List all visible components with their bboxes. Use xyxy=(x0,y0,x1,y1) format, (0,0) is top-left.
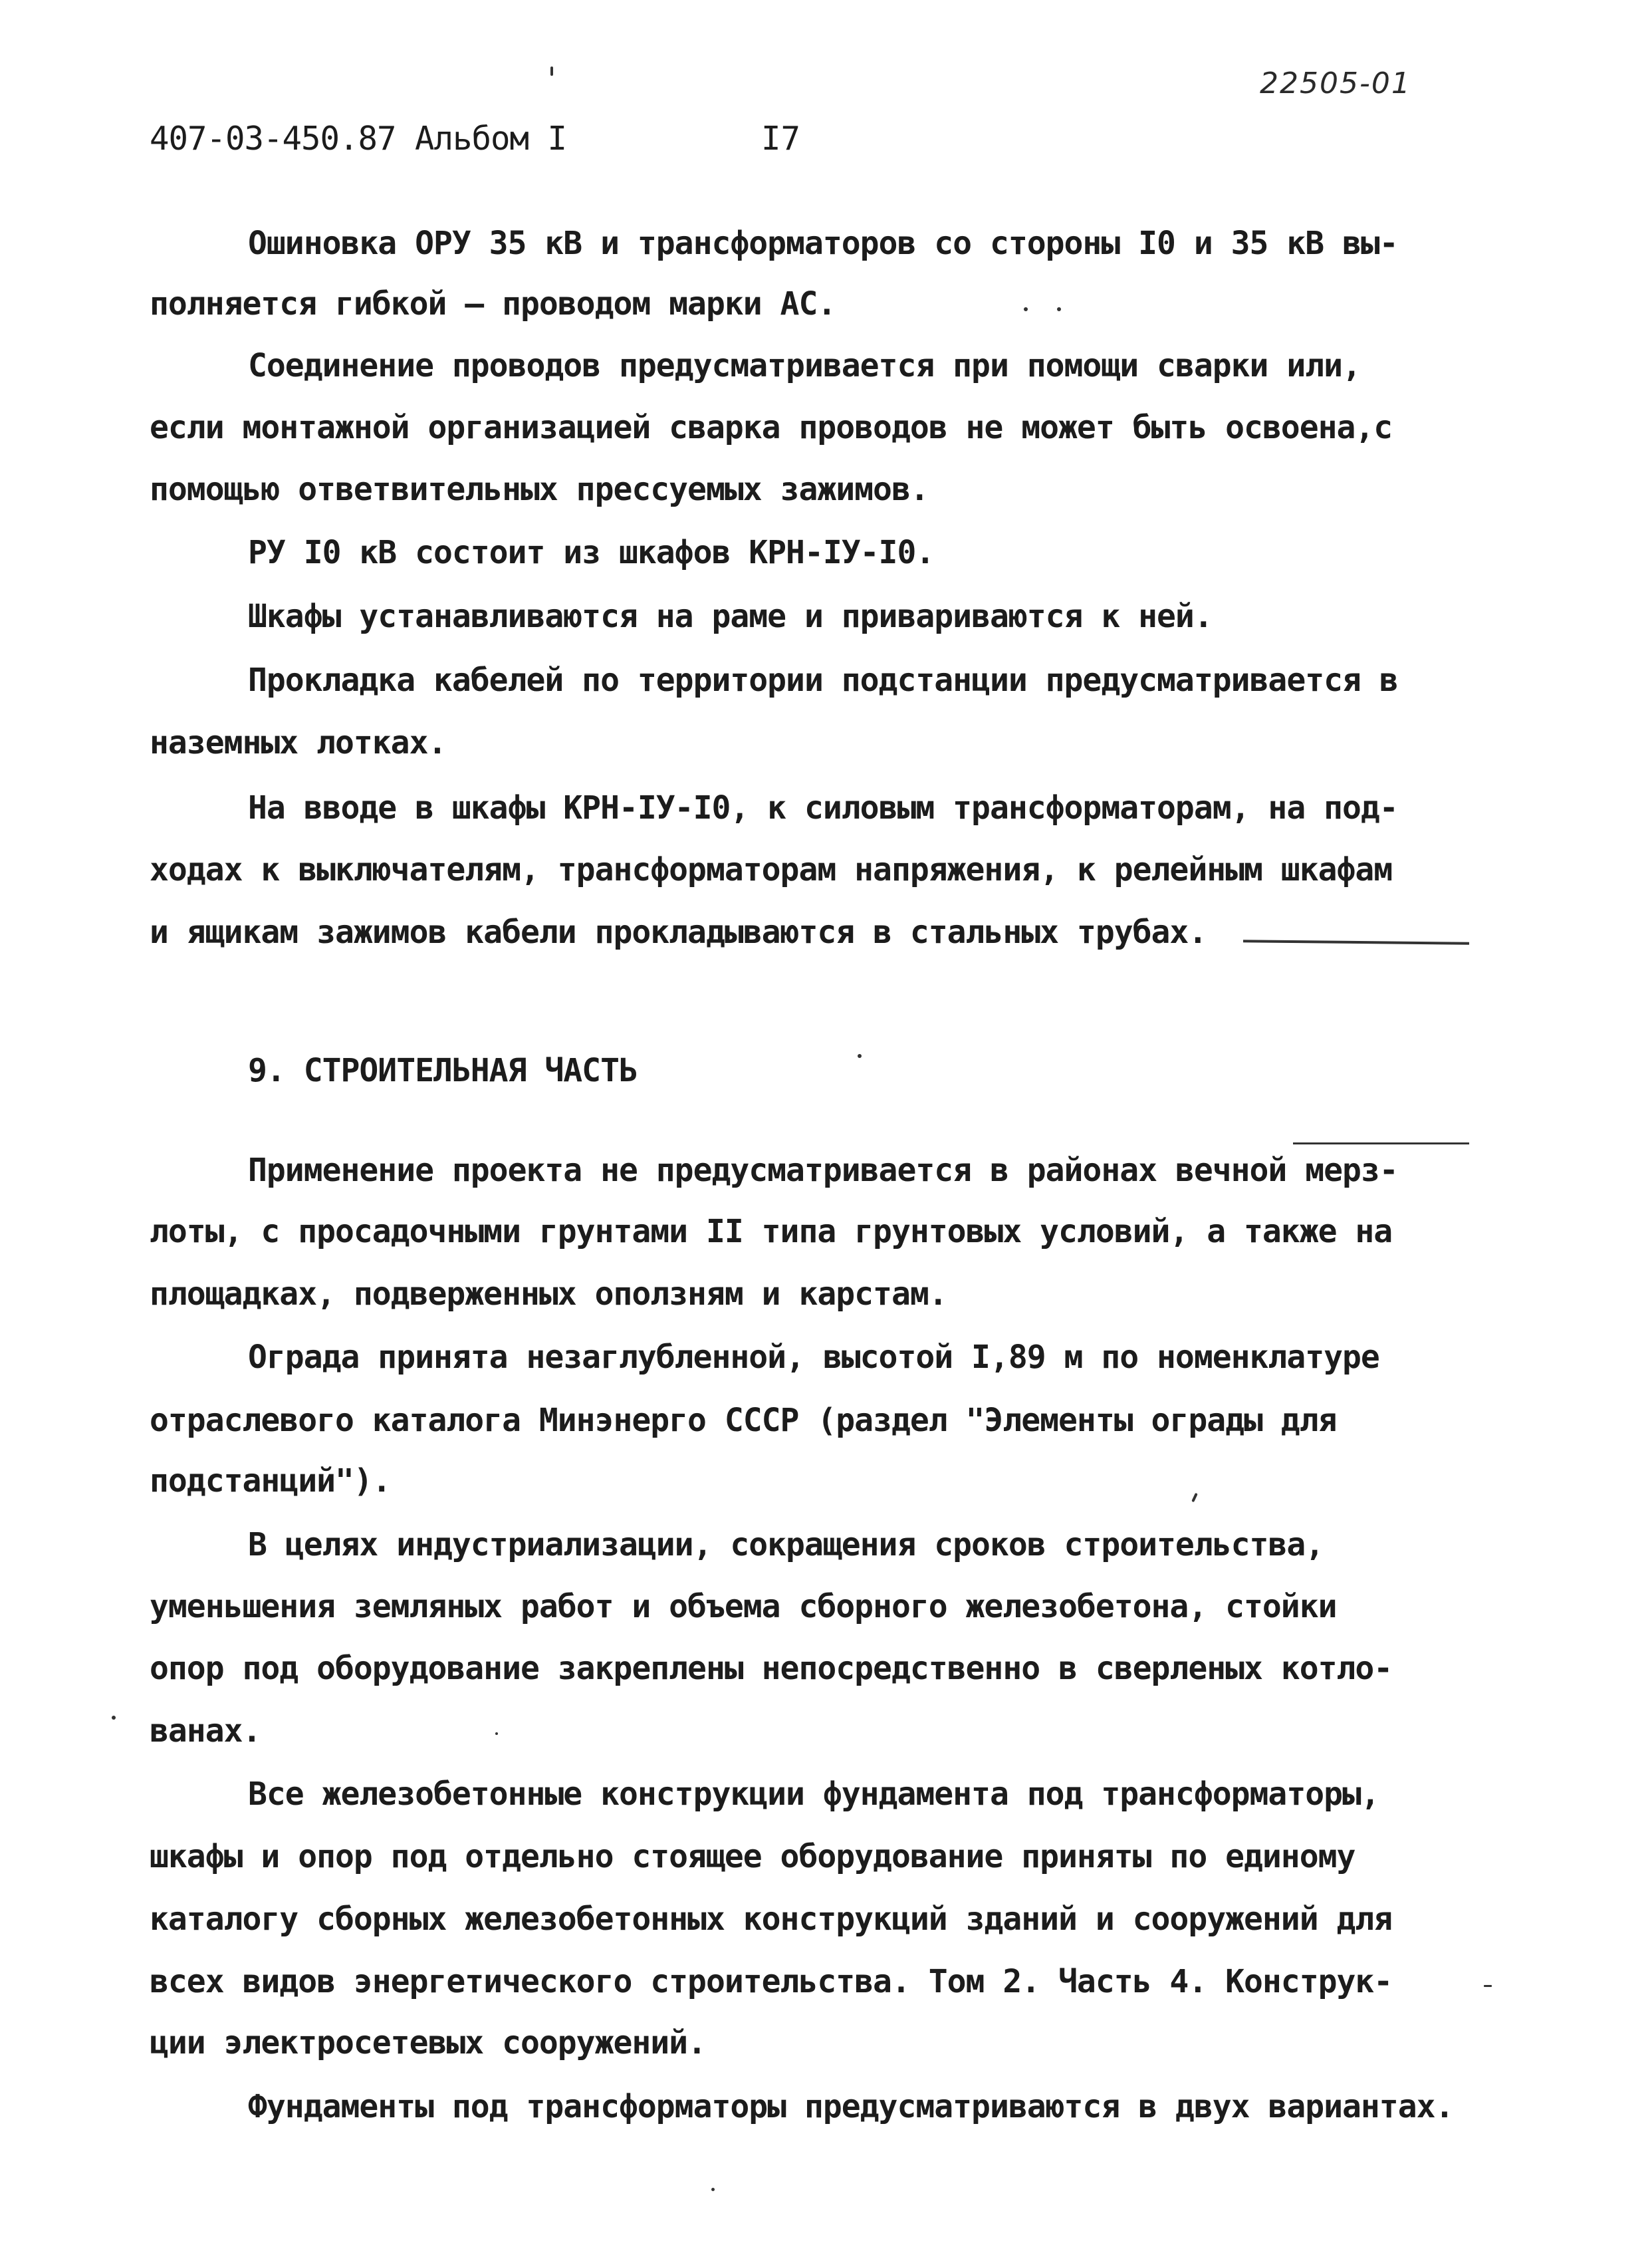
text-line: подстанций"). xyxy=(150,1462,391,1500)
scan-speck xyxy=(1191,1493,1198,1502)
text-line: шкафы и опор под отдельно стоящее оборудование приняты по единому xyxy=(150,1838,1356,1875)
text-line: отраслевого каталога Минэнерго СССР (раздел "Элементы ограды для xyxy=(150,1402,1337,1439)
scan-speck xyxy=(550,66,553,76)
text-line: ции электросетевых сооружений. xyxy=(150,2024,706,2061)
text-line: Прокладка кабелей по территории подстанции предусматривается в xyxy=(248,662,1398,699)
text-line: площадках, подверженных оползням и карстам. xyxy=(150,1275,947,1313)
scan-speck xyxy=(858,1054,862,1058)
text-line: Соединение проводов предусматривается при помощи сварки или, xyxy=(248,347,1361,384)
scan-speck xyxy=(711,2188,715,2191)
text-line: лоты, с просадочными грунтами II типа грунтовых условий, а также на xyxy=(150,1213,1393,1250)
text-line: ванах. xyxy=(150,1712,261,1750)
text-line: В целях индустриализации, сокращения сроков строительства, xyxy=(248,1526,1324,1563)
archive-number: 22505-01 xyxy=(1260,66,1411,100)
text-line: наземных лотках. xyxy=(150,724,447,761)
document-code: 407-03-450.87 Альбом I xyxy=(150,120,567,158)
section-heading: 9. СТРОИТЕЛЬНАЯ ЧАСТЬ xyxy=(248,1052,638,1089)
scan-speck xyxy=(1057,307,1061,311)
scan-speck xyxy=(112,1716,116,1720)
page-number: I7 xyxy=(761,120,801,158)
text-line: если монтажной организацией сварка проводов не может быть освоена,с xyxy=(150,409,1393,446)
scan-speck xyxy=(1484,1985,1492,1987)
text-line: Применение проекта не предусматривается в районах вечной мерз- xyxy=(248,1152,1398,1189)
text-line: опор под оборудование закреплены непосредственно в сверленых котло- xyxy=(150,1650,1393,1687)
text-line: Ошиновка ОРУ 35 кВ и трансформаторов со стороны I0 и 35 кВ вы- xyxy=(248,225,1398,262)
text-line: ходах к выключателям, трансформаторам напряжения, к релейным шкафам xyxy=(150,851,1393,888)
text-line: На вводе в шкафы КРН-IУ-I0, к силовым трансформаторам, на под- xyxy=(248,789,1398,827)
scan-speck xyxy=(1024,307,1028,311)
text-line: помощью ответвительных прессуемых зажимов. xyxy=(150,471,929,508)
text-line: РУ I0 кВ состоит из шкафов КРН-IУ-I0. xyxy=(248,534,935,571)
text-line: полняется гибкой – проводом марки АС. xyxy=(150,285,836,323)
text-line: и ящикам зажимов кабели прокладываются в стальных трубах. xyxy=(150,914,1207,951)
text-line: Все железобетонные конструкции фундамента под трансформаторы, xyxy=(248,1776,1379,1813)
text-line: Ограда принята незаглубленной, высотой I,89 м по номенклатуре xyxy=(248,1339,1379,1376)
text-line: Шкафы устанавливаются на раме и привариваются к ней. xyxy=(248,598,1213,635)
scan-speck xyxy=(495,1732,498,1735)
text-line: уменьшения земляных работ и объема сборного железобетона, стойки xyxy=(150,1588,1337,1625)
text-line: Фундаменты под трансформаторы предусматриваются в двух вариантах. xyxy=(248,2088,1454,2125)
handwritten-stroke xyxy=(1293,1142,1469,1144)
handwritten-stroke xyxy=(1243,940,1469,945)
text-line: всех видов энергетического строительства. Том 2. Часть 4. Конструк- xyxy=(150,1963,1393,2000)
text-line: каталогу сборных железобетонных конструкций зданий и сооружений для xyxy=(150,1901,1393,1938)
